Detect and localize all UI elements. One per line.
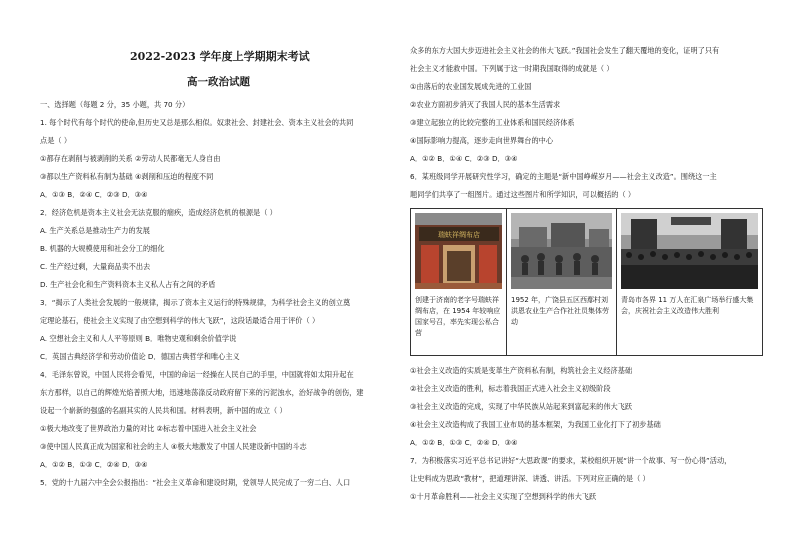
- q6-option-3: ③社会主义改造的完成，实现了中华民族从站起来到富起来的伟大飞跃: [410, 402, 633, 411]
- q4-choices: A．①② B．①③ C．②④ D．③④: [40, 460, 148, 469]
- q6-option-2: ②社会主义改造的胜利，标志着我国正式进入社会主义初级阶段: [410, 384, 611, 393]
- q5-option-3: ③建立起独立的比较完整的工业体系和国民经济体系: [410, 118, 575, 127]
- q6-option-4: ④社会主义改造构成了我国工业布局的基本框架，为我国工业化打下了初步基础: [410, 420, 661, 429]
- q1-options-a: ①都存在剥削与被剥削的关系 ②劳动人民都毫无人身自由: [40, 154, 221, 163]
- q7-stem: 7．为积极落实习近平总书记讲好“大思政课”的要求，某校组织开展“讲一个故事、写一份心得”活动，: [410, 456, 732, 465]
- q4-options-a: ①极大地改变了世界政治力量的对比 ②标志着中国进入社会主义社会: [40, 424, 257, 433]
- q2-option-a: A. 生产关系总是推动生产力的发展: [40, 226, 150, 235]
- q2-option-b: B. 机器的大规模使用和社会分工的细化: [40, 244, 165, 253]
- photo-caption-3: 青岛市各界 11 万人在汇泉广场举行盛大集会，庆祝社会主义改造伟大胜利: [621, 296, 754, 315]
- q7-option-1: ①十月革命胜利——社会主义实现了空想到科学的伟大飞跃: [410, 492, 597, 501]
- q7-stem-cont: 让史料成为思政“教材”，把道理讲深、讲透、讲活。下列对应正确的是（ ）: [410, 474, 650, 483]
- exam-title: 2022-2023 学年度上学期期末考试: [130, 50, 310, 63]
- q6-stem: 6．某班级同学开展研究性学习，确定的主题是“新中国峥嵘岁月——社会主义改造”。围绕这一主: [410, 172, 717, 181]
- q2-stem: 2．经济危机是资本主义社会无法克服的痼疾，造成经济危机的根源是（ ）: [40, 208, 277, 217]
- section-heading: 一、选择题（每题 2 分，35 小题，共 70 分）: [40, 100, 190, 109]
- q3-options-cd: C．英国古典经济学和劳动价值论 D．德国古典哲学和唯心主义: [40, 352, 240, 361]
- q5-stem-cont2: 社会主义才能救中国。下列属于这一时期我国取得的成就是（ ）: [410, 64, 614, 73]
- q3-options-ab: A. 空想社会主义和人人平等原则 B．唯物史观和剩余价值学说: [40, 334, 237, 343]
- photo-cell-1: [411, 209, 507, 355]
- exam-subtitle: 高一政治试题: [187, 76, 250, 88]
- q2-option-d: D. 生产社会化和生产资料资本主义私人占有之间的矛盾: [40, 280, 216, 289]
- q4-options-b: ③使中国人民真正成为国家和社会的主人 ④极大地激发了中国人民建设新中国的斗志: [40, 442, 307, 451]
- q5-stem: 5．党的十九届六中全会公报指出：“社会主义革命和建设时期，党领导人民完成了一穷二白、人口: [40, 478, 351, 487]
- q5-option-2: ②农业方面初步消灭了我国人民的基本生活需求: [410, 100, 561, 109]
- photo-cell-3: [617, 209, 762, 355]
- q5-choices: A．①② B．①④ C．②③ D．③④: [410, 154, 518, 163]
- q6-option-1: ①社会主义改造的实质是变革生产资料私有制，构筑社会主义经济基础: [410, 366, 633, 375]
- q6-stem-cont: 题同学们共享了一组图片。通过这些图片和所学知识，可以概括的（ ）: [410, 190, 636, 199]
- photo-table: [410, 208, 763, 356]
- q1-stem-cont: 点是（ ）: [40, 136, 72, 145]
- q2-option-c: C. 生产经过剩，大量商品卖不出去: [40, 262, 151, 271]
- q5-option-1: ①由落后的农业国发展成先进的工业国: [410, 82, 532, 91]
- q5-option-4: ④国际影响力提高，逐步走向世界舞台的中心: [410, 136, 554, 145]
- svg-text:瑞蚨祥绸布店: 瑞蚨祥绸布店: [438, 231, 480, 239]
- q1-stem: 1. 每个时代有每个时代的使命,但历史又总是那么相似。奴隶社会、封建社会、资本主义社会的共同: [40, 118, 354, 127]
- photo-caption-1: 创建于济南的老字号瑞蚨祥绸布店，在 1954 年较响应国家号召，率先实现公私合营: [415, 296, 501, 337]
- q3-stem: 3．“揭示了人类社会发展的一般规律，揭示了资本主义运行的特殊规律，为科学社会主义的创立奠: [40, 298, 351, 307]
- rally-photo: [621, 213, 758, 289]
- photo-cell-2: [507, 209, 617, 355]
- q3-stem-cont: 定理论基石，使社会主义实现了由空想到科学的伟大飞跃”，这段话最适合用于评价（ ）: [40, 316, 320, 325]
- q4-stem-cont: 东方那样，以自己的辉煌光焰普照大地，迅速地荡涤反动政府留下来的污泥浊水，治好战争的创伤，建: [40, 388, 364, 397]
- q5-stem-cont: 众多的东方大国大步迈进社会主义社会的伟大飞跃。”我国社会发生了翻天覆地的变化，证明了只有: [410, 46, 720, 55]
- farm-collective-photo: [511, 213, 612, 289]
- photo-caption-2: 1952 年，广饶县五区西鄢村刘洪恩农业生产合作社社员集体劳动: [511, 296, 609, 326]
- q4-stem-cont2: 设起一个崭新的强盛的名副其实的人民共和国。材料表明，新中国的成立（ ）: [40, 406, 287, 415]
- q4-stem: 4．毛泽东曾说，中国人民将会看见，中国的命运一经操在人民自己的手里，中国就将如太阳升起在: [40, 370, 354, 379]
- q1-options-b: ③都以生产资料私有制为基础 ④剥削和压迫的程度不同: [40, 172, 214, 181]
- storefront-photo: [415, 213, 502, 289]
- q1-choices: A．①③ B．②④ C．②③ D．③④: [40, 190, 148, 199]
- q6-choices: A．①② B．①③ C．②④ D．③④: [410, 438, 518, 447]
